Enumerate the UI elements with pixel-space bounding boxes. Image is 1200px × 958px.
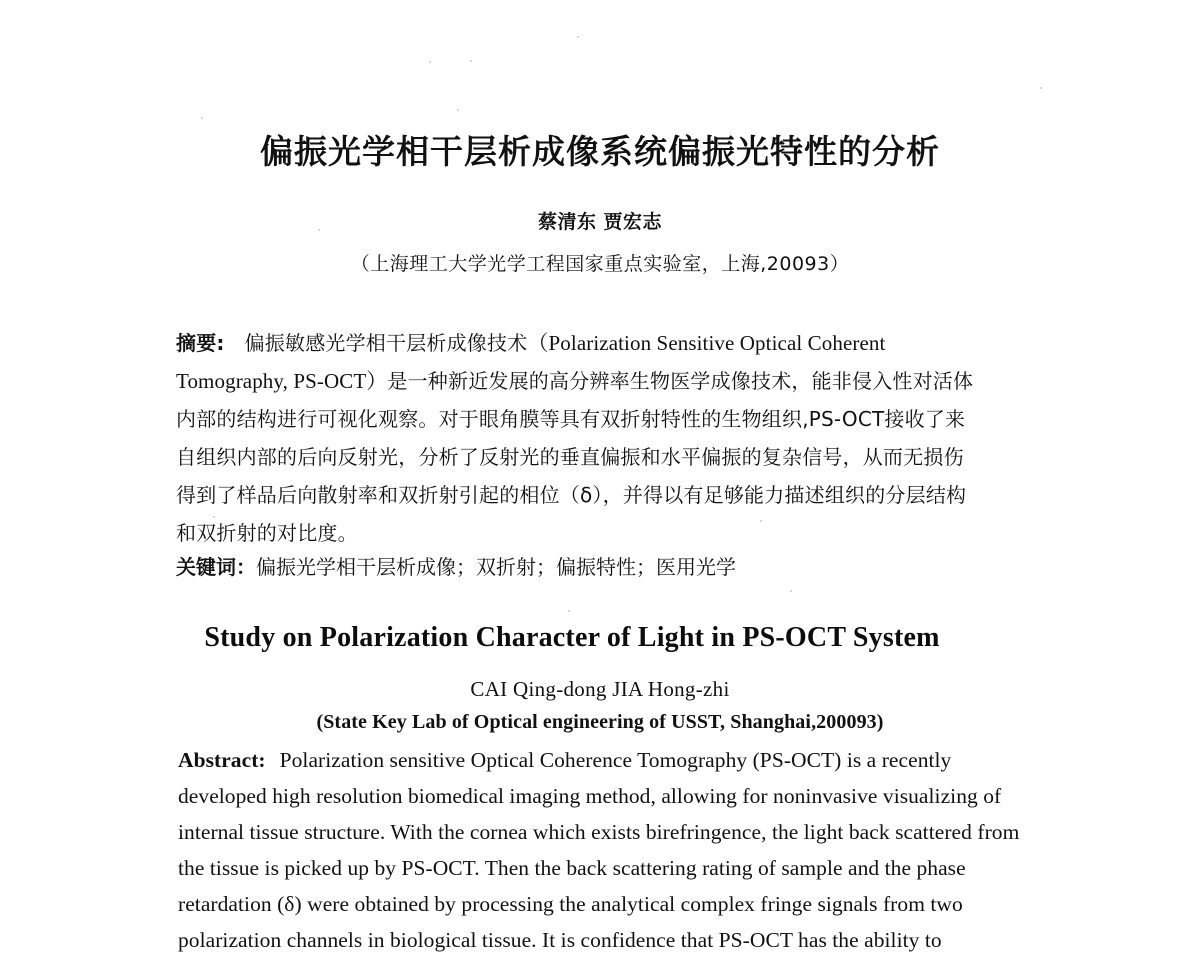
english-abstract-line: retardation (δ) were obtained by processing the analytical complex fringe signals from two [178,892,963,916]
scan-speck [429,61,431,63]
scan-speck [201,117,203,119]
chinese-keywords-value: 偏振光学相干层析成像；双折射；偏振特性；医用光学 [256,555,736,579]
english-abstract [178,742,1040,958]
english-abstract-line: polarization channels in biological tissue. It is confidence that PS-OCT has the ability to [178,928,942,952]
chinese-title: 偏振光学相干层析成像系统偏振光特性的分析 [260,132,940,171]
chinese-abstract-line: 得到了样品后向散射率和双折射引起的相位（δ），并得以有足够能力描述组织的分层结构 [176,483,967,507]
chinese-affiliation: （上海理工大学光学工程国家重点实验室，上海,20093） [350,253,850,275]
english-abstract-label: Abstract: [178,748,266,772]
scan-speck [790,590,792,592]
english-title: Study on Polarization Character of Light in PS-OCT System [204,622,940,653]
chinese-abstract-line-1-en: （Polarization Sensitive Optical Coherent [527,331,886,355]
scan-speck [1040,87,1042,89]
english-abstract-line: internal tissue structure. With the cornea which exists birefringence, the light back scattered from [178,820,1020,844]
chinese-abstract-line: 自组织内部的后向反射光，分析了反射光的垂直偏振和水平偏振的复杂信号，从而无损伤 [176,445,964,469]
scan-speck [577,36,579,38]
chinese-authors: 蔡清东 贾宏志 [537,211,663,233]
chinese-abstract-label: 摘要: [176,331,225,355]
chinese-keywords-label: 关键词： [176,555,256,579]
scan-speck [457,109,459,111]
chinese-keywords [176,552,736,582]
english-abstract-line [178,742,1040,778]
chinese-abstract-line [176,324,1038,362]
english-abstract-line-1: Polarization sensitive Optical Coherence Tomography (PS-OCT) is a recently [279,748,952,772]
chinese-abstract-line-2-cn: 是一种新近发展的高分辨率生物医学成像技术，能非侵入性对活体 [387,369,974,393]
english-affiliation: (State Key Lab of Optical engineering of USST, Shanghai,200093) [316,711,884,733]
english-authors: CAI Qing-dong JIA Hong-zhi [470,677,730,701]
english-abstract-line: developed high resolution biomedical imaging method, allowing for noninvasive visualizing of [178,784,1002,808]
chinese-abstract [176,324,1038,552]
chinese-abstract-line-2-en: Tomography, PS-OCT） [176,369,388,393]
scan-speck [568,610,570,612]
chinese-abstract-line [176,362,1038,400]
chinese-abstract-line: 和双折射的对比度。 [176,521,358,545]
chinese-abstract-line: 内部的结构进行可视化观察。对于眼角膜等具有双折射特性的生物组织,PS-OCT接收了来 [176,407,966,431]
scan-speck [470,60,472,62]
chinese-abstract-line-1-cn: 偏振敏感光学相干层析成像技术 [244,331,528,355]
english-abstract-line: the tissue is picked up by PS-OCT. Then the back scattering rating of sample and the phase [178,856,966,880]
